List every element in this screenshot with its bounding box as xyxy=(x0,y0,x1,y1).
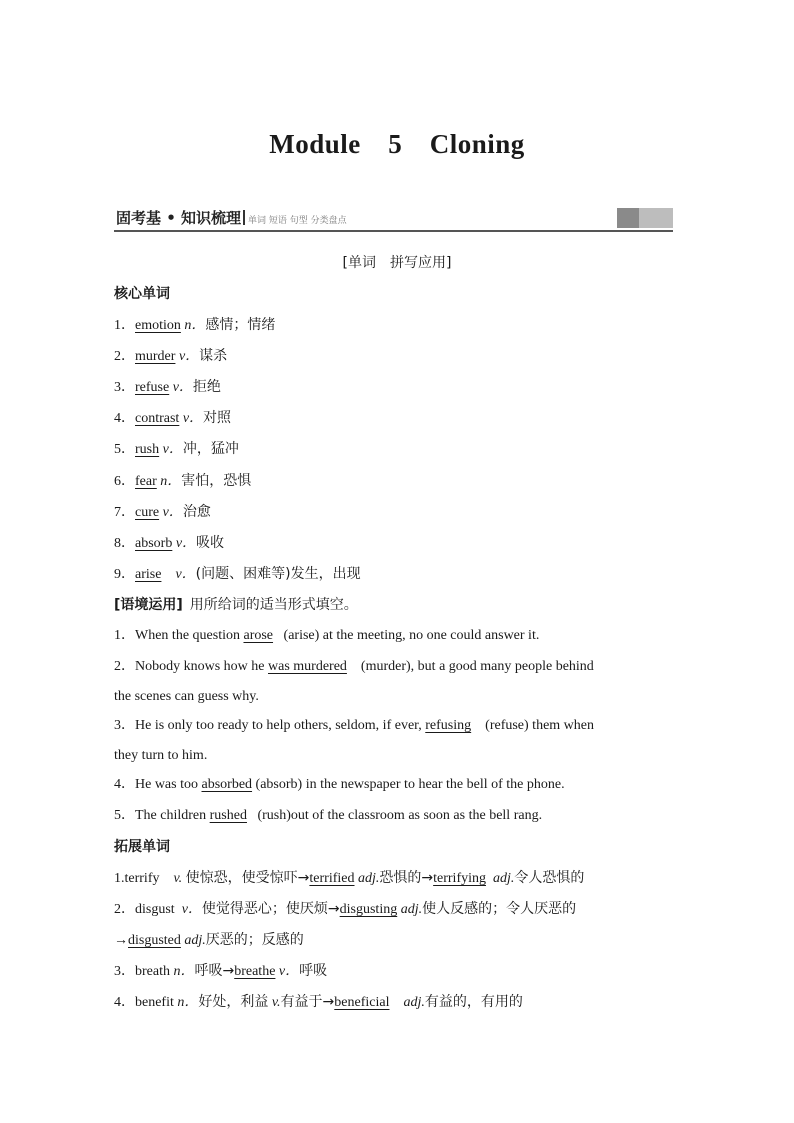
banner-decor-light xyxy=(639,208,673,228)
exercise-sentence-cont: they turn to him. xyxy=(114,748,208,763)
core-item: 3．refuse v．拒绝 xyxy=(114,379,221,395)
banner-subtitle: 单词 短语 句型 分类盘点 xyxy=(248,216,347,226)
extended-item-cont: →disgusted adj.厌恶的；反感的 xyxy=(114,932,304,948)
page-title: Module 5 Cloning xyxy=(269,129,525,159)
core-item: 1．emotion n．感情；情绪 xyxy=(114,317,276,333)
context-heading: [语境运用] 用所给词的适当形式填空。 xyxy=(114,597,358,613)
core-item: 2．murder v．谋杀 xyxy=(114,348,228,364)
extended-item: 1.terrify v. 使惊恐，使受惊吓→terrified adj.恐惧的→terrifying adj.令人恐惧的 xyxy=(114,870,585,886)
exercise-sentence: 5．The children rushed (rush)out of the classroom as soon as the bell rang. xyxy=(114,808,543,823)
core-item: 7．cure v．治愈 xyxy=(114,504,211,520)
core-item: 6．fear n．害怕，恐惧 xyxy=(114,473,252,489)
section-heading: [单词 拼写应用] xyxy=(342,255,452,271)
banner-title: 固考基 • 知识梳理 单词 短语 句型 分类盘点 xyxy=(116,209,347,227)
core-item: 5．rush v．冲，猛冲 xyxy=(114,441,239,457)
exercise-sentence: 1．When the question arose (arise) at the meeting, no one could answer it. xyxy=(114,628,540,643)
extended-item: 3．breath n．呼吸→breathe v．呼吸 xyxy=(114,963,328,979)
extended-item: 2．disgust v．使觉得恶心；使厌烦→disgusting adj.使人反感的；令人厌恶的 xyxy=(114,901,577,917)
section-banner xyxy=(114,206,673,232)
exercise-sentence: 4．He was too absorbed (absorb) in the newspaper to hear the bell of the phone. xyxy=(114,777,565,792)
exercise-sentence: 3．He is only too ready to help others, seldom, if ever, refusing (refuse) them when xyxy=(114,718,594,733)
core-item: 9．arise v．(问题、困难等)发生，出现 xyxy=(114,566,361,582)
extended-words-heading: 拓展单词 xyxy=(114,839,170,855)
exercise-sentence-cont: the scenes can guess why. xyxy=(114,689,259,704)
core-item: 4．contrast v．对照 xyxy=(114,410,232,426)
core-item: 8．absorb v．吸收 xyxy=(114,535,225,551)
extended-item: 4．benefit n．好处，利益 v.有益于→beneficial adj.有益的，有用的 xyxy=(114,994,523,1010)
exercise-sentence: 2．Nobody knows how he was murdered (murder), but a good many people behind xyxy=(114,659,594,674)
core-words-heading: 核心单词 xyxy=(114,286,170,302)
banner-decor-dark xyxy=(617,208,639,228)
